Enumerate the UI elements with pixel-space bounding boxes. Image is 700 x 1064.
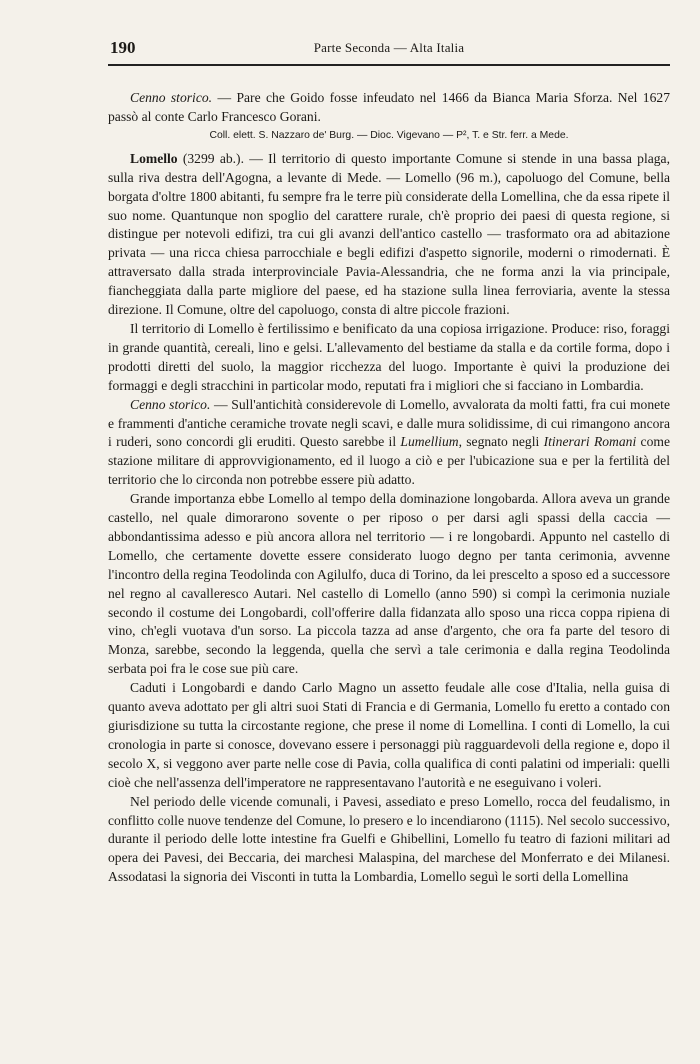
paragraph-carlo-magno: Caduti i Longobardi e dando Carlo Magno un assetto feudale alle cose d'Italia, nella guisa di quanto aveva adottato per gli altri suoi Stati di Francia e di Germania, Lomello fu eretto a contado con giurisdizione su tutta la circostante regione, che prese il nome di Lomellina. I conti di Lomello, la cui cronologia in parte si conosce, dovevano essere i personaggi più ragguardevoli della regione e, dopo il secolo X, si veggono aver parte nelle cose di Pavia, colla qualifica di conti palatini od imperiali: quelli cioè che nell'assenza dell'imperatore ne rappresentavano l'autorità e ne eseguivano i voleri. [108,680,670,790]
section-label: Cenno storico. [130,90,213,105]
paragraph-cenno-storico-goido [108,89,670,127]
running-head: Parte Seconda — Alta Italia [313,40,465,55]
paragraph-text: — Pare che Goido fosse infeudato nel 1466 da Bianca Maria Sforza. Nel 1627 passò al conte Carlo Francesco Gorani. [108,90,670,124]
paragraph-text: — Sull'antichità considerevole di Lomello, avvalorata da molti fatti, fra cui monete e frammenti d'antiche ceramiche trovate negli scavi, e dalle mura solidissime, di cui rimangono ancora i ruderi, sono concordi gli eruditi. Questo sarebbe il [108,396,670,450]
paragraph-territorio: Il territorio di Lomello è fertilissimo e benificato da una copiosa irrigazione. Produce: riso, foraggi in grande quantità, cereali, lino e gelsi. L'allevamento del bestiame da stalla e da cortile forma, dopo i prodotti diretti del suolo, la maggior ricchezza del luogo. Importante è quivi la produzione dei formaggi e degli stracchini in particolar modo, reputati fra i migliori che si facciano in Lombardia. [108,320,670,393]
section-label: Cenno storico. [130,396,211,412]
paragraph-lomello-intro [108,150,670,320]
itinerari-romani-term: Itinerari Romani [543,434,637,450]
body-text [108,89,670,887]
paragraph-longobardi: Grande importanza ebbe Lomello al tempo della dominazione longobarda. Allora aveva un grande castello, nel quale dimorarono sovente o per riposo o per darsi agli spassi della caccia — abbondantissima adesso e più ancora allora nel territorio — i re longobardi. Appunto nel castello di Lomello, che certamente dovette essere considerato luogo degno per tanta cerimonia, avvenne l'incontro della regina Teodolinda con Agilulfo, duca di Torino, da lei prescelto a sposo ed a successore nel regno al cavalleresco Autari. Nel castello di Lomello (anno 590) si compì la cerimonia nuziale secondo il costume dei Longobardi, coll'offerire dalla fidanzata allo sposo una ricca coppa ripiena di vino, ch'egli vuotava d'un sorso. La piccola tazza ad anse d'argento, che ora fa parte del tesoro di Monza, sarebbe, secondo la leggenda, quella che servì a tale cerimonia e dalla regina Teodolinda serbata poi fra le cose sue più care. [108,491,670,677]
page-number: 190 [110,38,136,57]
paragraph-text: , segnato negli [458,434,544,450]
paragraph-vicende-comunali: Nel periodo delle vicende comunali, i Pavesi, assediato e preso Lomello, rocca del feudalismo, in conflitto colle nuove tendenze del Comune, lo presero e lo incendiarono (1115). Nel secolo successivo, durante il periodo delle lotte intestine fra Guelfi e Ghibellini, Lomello fu teatro di fazioni militari ad opera dei Pavesi, dei Beccaria, dei marchesi Malaspina, del marchese del Monferrato e dei Milanesi. Assodatasi la signoria dei Visconti in tutta la Lombardia, Lomello seguì le sorti della Lomellina [108,793,670,885]
paragraph-cenno-storico-lomello [108,396,670,491]
entry-title: Lomello [130,150,178,166]
paragraph-text: (3299 ab.). — Il territorio di questo importante Comune si stende in una bassa plaga, sulla riva destra dell'Agogna, a levante di Mede. — Lomello (96 m.), capoluogo del Comune, bella borgata d'oltre 1800 abitanti, fu sempre fra le terre più considerate della Lomellina, che da essa ripete il suo nome. Quantunque non spoglio del carattere rurale, ch'è proprio dei paesi di questa regione, si distingue per notevoli edifizi, tra cui gli avanzi dell'antico castello — trasformato ora ad abitazione privata — una ricca chiesa parrocchiale e begli edifizi d'aspetto signorile, moderni o rimodernati. È attraversato dalla strada interprovinciale Pavia-Alessandria, che ne forma anzi la via principale, fiancheggiata dalla parte migliore del paese, ed ha stazione sulla linea ferroviaria, avente la stessa direzione. Il Comune, oltre del capoluogo, consta di altre piccole frazioni. [108,150,670,318]
page-header [108,36,670,66]
paragraph-text: come stazione militare di approvvigionamento, ed il luogo a ciò e per l'ubicazione sua e per la fertilità del territorio che lo circonda non potrebbe essere più adatto. [108,434,670,488]
administrative-note: Coll. elett. S. Nazzaro de' Burg. — Dioc. Vigevano — P², T. e Str. ferr. a Mede. [209,129,569,141]
lumellium-term: Lumellium [400,434,459,450]
